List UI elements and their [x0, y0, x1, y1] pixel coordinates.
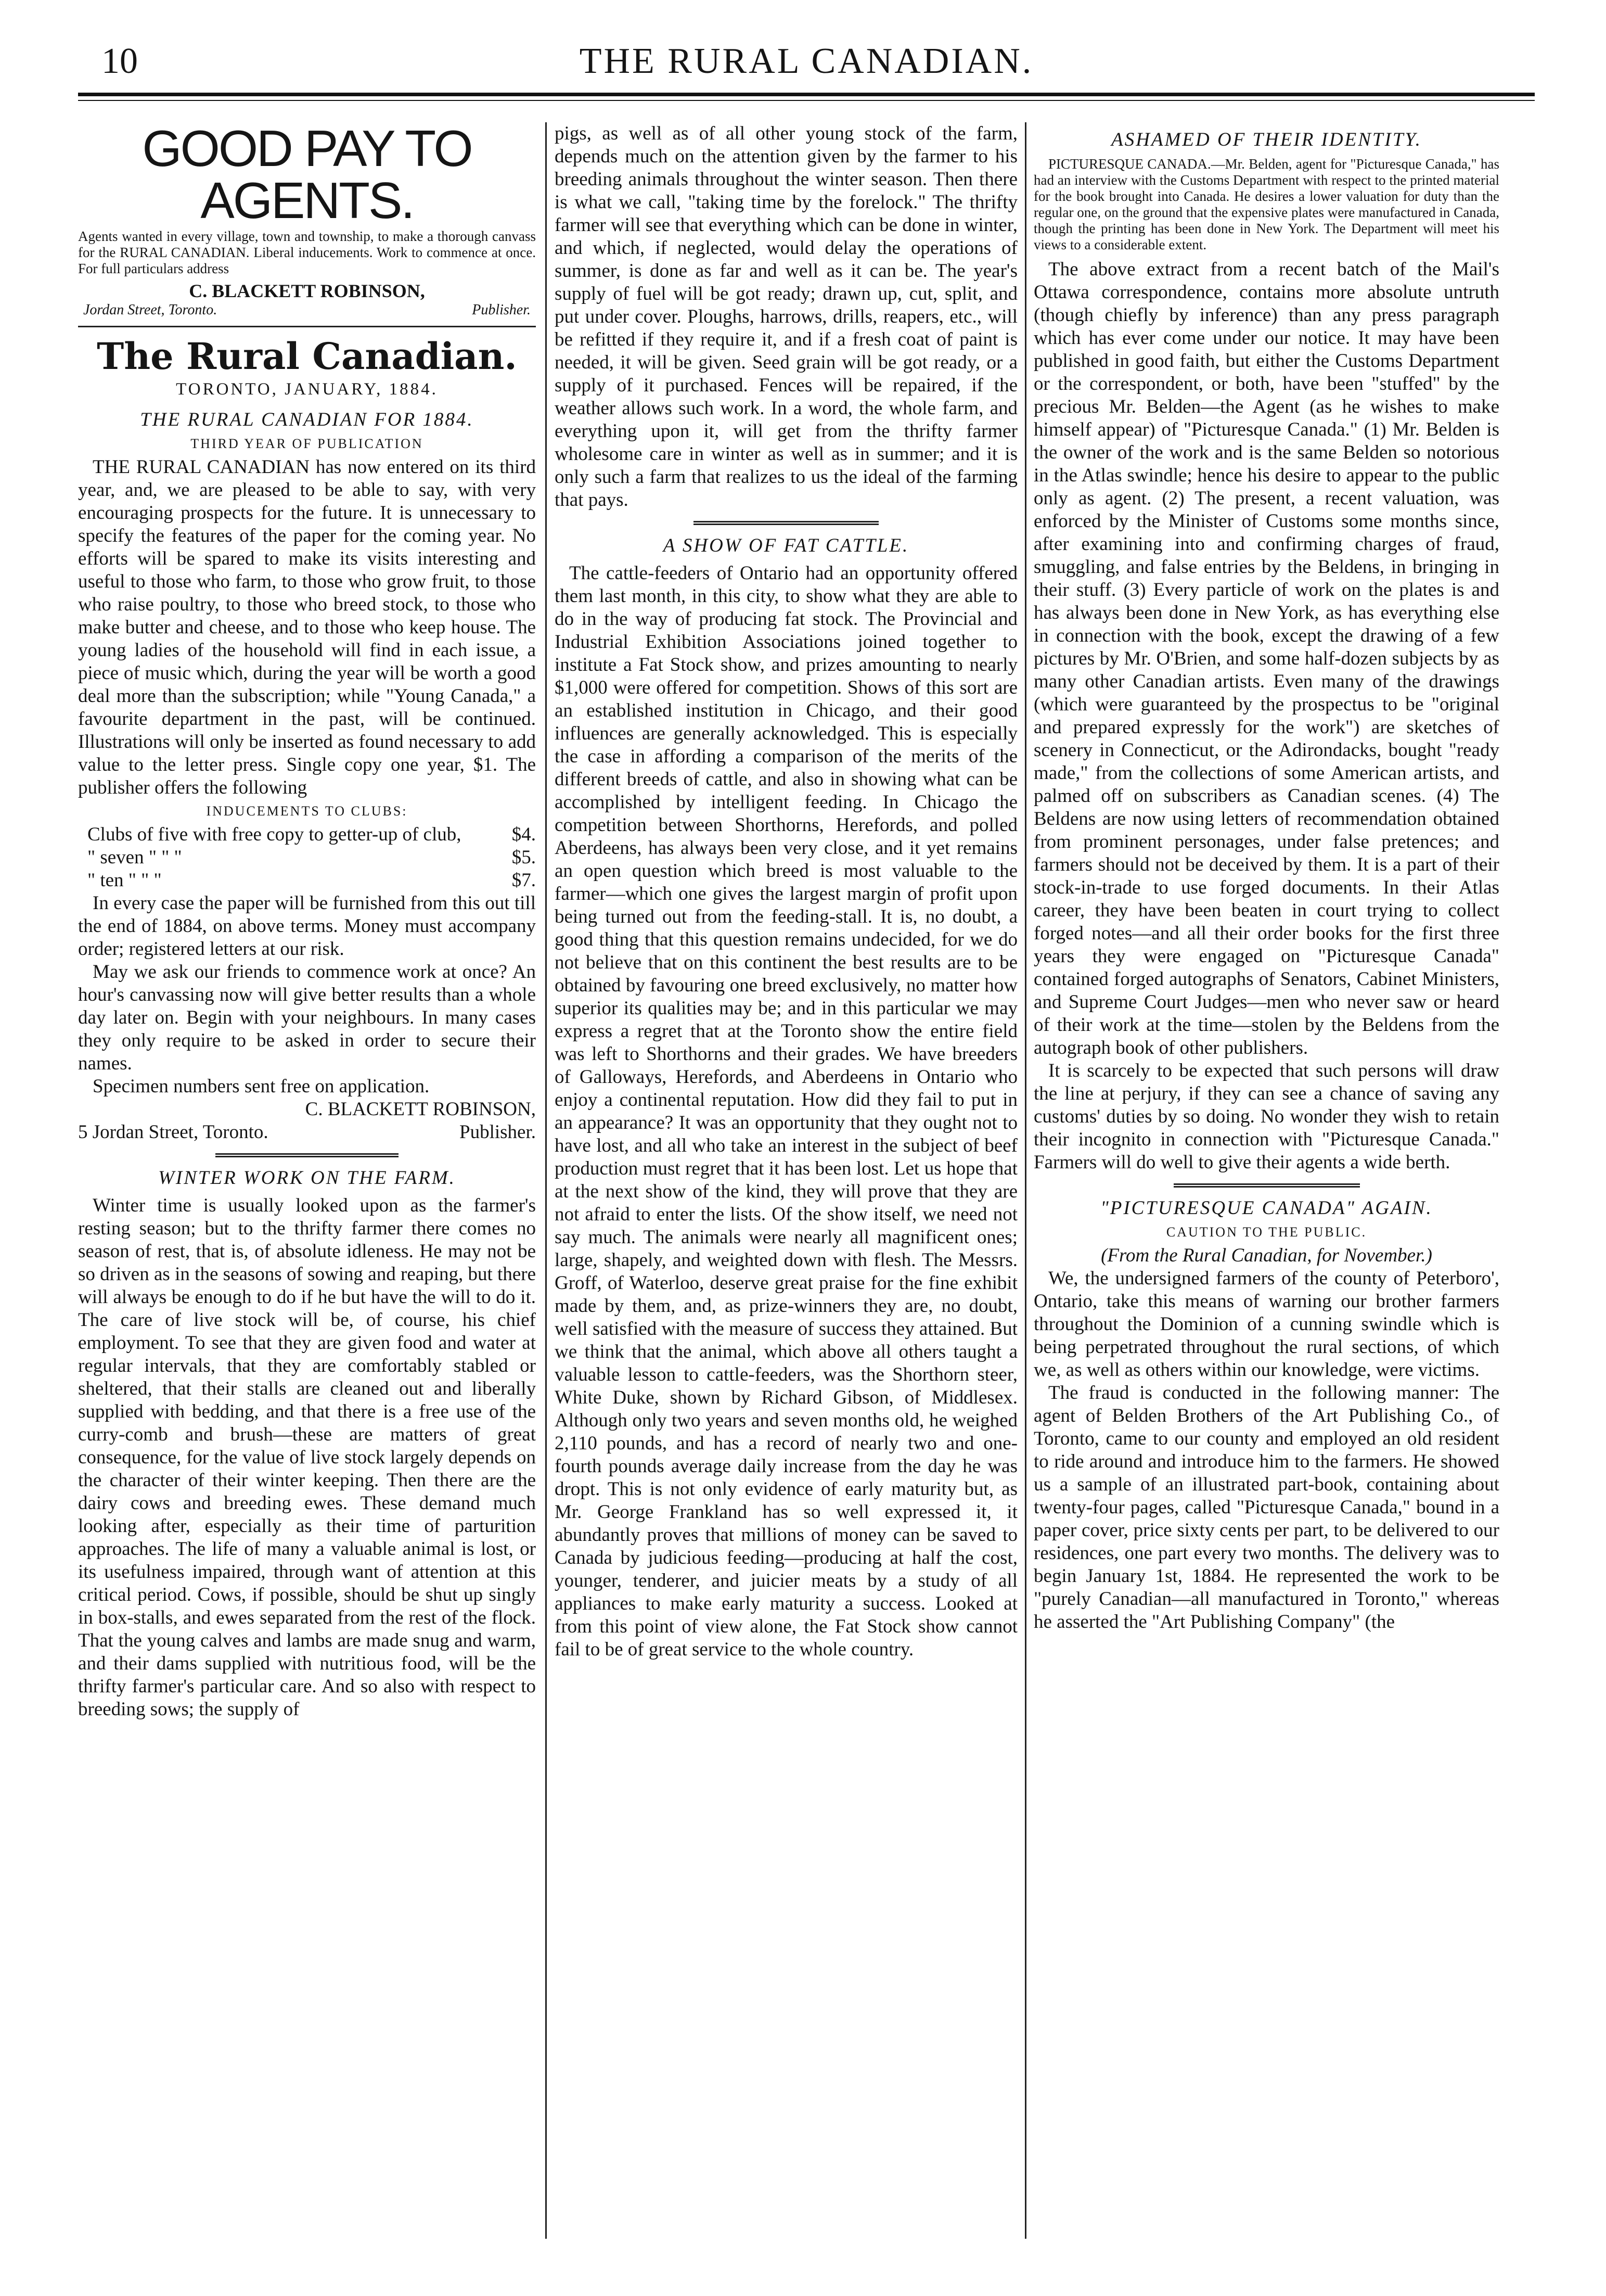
ad-address: Jordan Street, Toronto.: [83, 302, 217, 318]
ad-role: Publisher.: [472, 302, 531, 318]
ad-signature: C. BLACKETT ROBINSON,: [189, 280, 425, 301]
section-title: A SHOW OF FAT CATTLE.: [663, 535, 909, 556]
address: 5 Jordan Street, Toronto.: [78, 1121, 268, 1143]
club-rate-row: " ten " " " $7.: [87, 870, 536, 891]
column-divider: [545, 122, 547, 2239]
club-rate-row: Clubs of five with free copy to getter-up of club, $4.: [87, 824, 536, 845]
section-title: THE RURAL CANADIAN FOR 1884.: [140, 409, 474, 430]
divider: [78, 326, 536, 327]
paragraph: The cattle-feeders of Ontario had an opportunity offered them last month, in this city, to show what they are able to do in the way of producing fat stock. The Provincial and Industrial Exhibition Associations joined together to institute a Fat Stock show, and prizes amounting to nearly $1,000 were offered for competition. Shows of this sort are an established institution in Chicago, and their good influences are generally acknowledged. This is especially the case in affording a comparison of the merits of the different breeds of cattle, and also in showing what can be accomplished by intelligent feeding. In Chicago the competition between Shorthorns, Herefords, and polled Aberdeens, has always been very close, and it yet remains an open question which breed is most valuable to the farmer—which one gives the largest margin of profit upon being turned out from the feeding-stall. It is, no doubt, a good thing that this question remains undecided, for we do not believe that on this continent the best results are to be obtained by favouring one breed exclusively, no matter how superior its qualities may be; and in this particular we may express a regret that at the Toronto show the entire field was left to Shorthorns and their grades. We have breeders of Galloways, Herefords, and Aberdeens in Ontario who enjoy a continental reputation. How did they fail to put in an appearance? It was an opportunity that they ought not to have lost, and all who take an interest in the subject of beef production must regret that it has been lost. Let us hope that at the next show of the kind, they will prove that they are not afraid to enter the lists. Of the show itself, we need not say much. The animals were nearly all magnificent ones; large, shapely, and weighted down with flesh. The Messrs. Groff, of Waterloo, deserve great praise for the fine exhibit made by them, and, as prize-winners they are, no doubt, well satisfied with the measure of success they attained. But we think that the animal, which above all others taught a valuable lesson to cattle-feeders, was the Shorthorn steer, White Duke, shown by Richard Gibson, of Middlesex. Although only two years and seven months old, he weighed 2,110 pounds, and has a record of nearly two and one-fourth pounds average daily increase from the day he was dropt. This is not only evidence of early maturity but, as Mr. George Frankland has so well expressed it, it abundantly proves that millions of money can be saved to Canada by judicious feeding—producing at half the cost, younger, tenderer, and juicier meats by a study of all appliances to make early maturity a success. Looked at from this point of view alone, the Fat Stock show cannot fail to be of great service to the whole country.: [555, 563, 1018, 1660]
section-subtitle: THIRD YEAR OF PUBLICATION: [190, 436, 423, 451]
club-rates: [78, 823, 536, 892]
divider: [215, 1153, 399, 1157]
column-2: [555, 122, 1018, 2239]
paragraph: The fraud is conducted in the following manner: The agent of Belden Brothers of the Art Publishing Co., of Toronto, came to our county and employed an old resident to ride around and introduce him to the farmers. He showed us a sample of an illustrated part-book, containing about twenty-four pages, called "Picturesque Canada," bound in a paper cover, price sixty cents per part, to be delivered to our residences, one part every two months. The delivery was to begin January 1st, 1884. He represented the work to be "purely Canadian—all manufactured in Toronto," whereas he asserted the "Art Publishing Company" (the: [1034, 1382, 1499, 1632]
paragraph: May we ask our friends to commence work at once? An hour's canvassing now will give better results than a whole day later on. Begin with your neighbours. In many cases they only require to be asked in order to secure their names.: [78, 961, 536, 1074]
quoted-extract: PICTURESQUE CANADA.—Mr. Belden, agent for "Picturesque Canada," has had an interview with the Customs Department with respect to the printed material for the book brought into Canada. He desires a lower valuation for duty than the regular one, on the ground that the expensive plates were manufactured in Canada, though the printing has been done in New York. The Department will meet his views to a considerable extent.: [1034, 156, 1499, 252]
section-title: WINTER WORK ON THE FARM.: [158, 1167, 456, 1189]
dateline: TORONTO, JANUARY, 1884.: [176, 380, 438, 399]
column-3: [1034, 122, 1499, 2239]
source-line: (From the Rural Canadian, for November.): [1101, 1245, 1432, 1266]
masthead: The Rural Canadian.: [97, 335, 517, 378]
paragraph: pigs, as well as of all other young stock of the farm, depends much on the attention given by the farmer to his breeding animals throughout the winter season. Then there is what we call, "taking time by the forelock." The thrifty farmer will see that everything which can be done in winter, and which, if neglected, would delay the operations of summer, is done as far and well as it can be. The year's supply of fuel will be got ready; drawn up, cut, split, and put under cover. Ploughs, harrows, drills, reapers, etc., will be refitted if they require it, and if a fresh coat of paint is needed, it will be given. Seed grain will be got ready, or a supply of it purchased. Fences will be repaired, if the weather allows such work. In a word, the whole farm, and everything upon it, will get from the thrifty farmer wholesome care in winter as well as in summer; and it is only such a farm that realizes to us the ideal of the farming that pays.: [555, 123, 1018, 511]
paragraph: It is scarcely to be expected that such persons will draw the line at perjury, if they can see a chance of saving any customs' duties by so doing. No wonder they wish to retain their incognito in connection with "Picturesque Canada." Farmers will do well to give their agents a wide berth.: [1034, 1060, 1499, 1173]
divider: [693, 521, 879, 525]
column-divider: [1025, 122, 1026, 2239]
signature: C. BLACKETT ROBINSON,: [305, 1099, 536, 1120]
header-rule-thin: [78, 100, 1535, 101]
role: Publisher.: [459, 1121, 536, 1143]
page-number: 10: [101, 41, 138, 81]
paragraph: Specimen numbers sent free on application.: [93, 1076, 430, 1097]
paragraph: Winter time is usually looked upon as the farmer's resting season; but to the thrifty farmer there comes no season of rest, that is, of absolute idleness. He may not be so driven as in the seasons of sowing and reaping, but there will always be enough to do if he but have the will to do it. The care of live stock will be, of course, his chief employment. To see that they are given food and water at regular intervals, that they are comfortably stabled or sheltered, that their stalls are cleaned out and liberally supplied with bedding, and that there is a free use of the curry-comb and brush—these are matters of great consequence, for the value of live stock largely depends on the character of their winter keeping. Then there are the dairy cows and breeding ewes. These demand much looking after, especially as their time of parturition approaches. The life of many a valuable animal is lost, or its usefulness impaired, through want of attention at this critical period. Cows, if possible, should be shut up singly in box-stalls, and ewes separated from the rest of the flock. That the young calves and lambs are made snug and warm, and their dams supplied with nutritious food, will be the thrifty farmer's particular care. And so also with respect to breeding sows; the supply of: [78, 1195, 536, 1720]
inducements-title: INDUCEMENTS TO CLUBS:: [206, 803, 408, 819]
column-1: [78, 122, 536, 2239]
section-subtitle: CAUTION TO THE PUBLIC.: [1166, 1224, 1367, 1240]
club-rate-row: " seven " " " $5.: [87, 847, 536, 868]
paragraph: The above extract from a recent batch of the Mail's Ottawa correspondence, contains more absolute untruth (though chiefly by inference) than any press paragraph which has ever come under our notice. It may have been published in good faith, but either the Customs Department or the correspondent, or both, have been "stuffed" by the precious Mr. Belden—the Agent (as he wishes to make himself appear) of "Picturesque Canada." (1) Mr. Belden is the owner of the work and is the same Belden so notorious in the Atlas swindle; hence his desire to appear to the public only as agent. (2) The present, a recent valuation, was enforced by the Minister of Customs some months since, after examining into and confirming charges of fraud, smuggling, and false entries by the Beldens, in bringing in their stuff. (3) Every particle of work on the plates is and has always been done in New York, as has everything else in connection with the book, except the drawing of a few pictures by Mr. O'Brien, and some half-dozen subjects by as many other Canadian artists. Even many of the drawings (which were guaranteed by the prospectus to be "original and prepared expressly for the work") are sketches of scenery in Connecticut, or the Adirondacks, bought "ready made," from the collections of some American artists, and palmed off on subscribers as Canadian scenes. (4) The Beldens are now using letters of recommendation obtained from prominent personages, under false pretences; and farmers should not be deceived by them. It is a part of their stock-in-trade to use forged documents. In their Atlas career, they have been beaten in court trying to collect forged notes—and all their order books for the first three years they were engaged on "Picturesque Canada" contained forged autographs of Senators, Cabinet Ministers, and Supreme Court Judges—men who never saw or heard of their work at the time—stolen by the Beldens from the autograph book of other publishers.: [1034, 259, 1499, 1058]
paragraph: We, the undersigned farmers of the county of Peterboro', Ontario, take this means of warning our brother farmers throughout the Dominion of a cunning swindle which is being perpetrated throughout the rural sections, of which we, as well as others within our knowledge, were victims.: [1034, 1268, 1499, 1381]
ad-address-line: [83, 302, 531, 318]
header-rule: [78, 93, 1535, 96]
section-title: "PICTURESQUE CANADA" AGAIN.: [1100, 1197, 1433, 1219]
address-line: [78, 1121, 536, 1144]
ad-body: Agents wanted in every village, town and township, to make a thorough canvass for the RURAL CANADIAN. Liberal inducements. Work to commence at once. For full particulars address: [78, 228, 536, 276]
divider: [1174, 1183, 1360, 1188]
paragraph: THE RURAL CANADIAN has now entered on its third year, and, we are pleased to be able to say, with very encouraging prospects for the future. It is unnecessary to specify the features of the paper for the coming year. No efforts will be spared to make its visits interesting and useful to those who farm, to those who grow fruit, to those who raise poultry, to those who breed stock, to those who make butter and cheese, and to those who keep house. The young ladies of the household will find in each issue, a piece of music which, during the year will be worth a good deal more than the subscription; while "Young Canada," a favourite department in the past, will be continued. Illustrations will only be inserted as found necessary to add value to the letter press. Single copy one year, $1. The publisher offers the following: [78, 456, 536, 798]
page-header: [78, 41, 1535, 103]
running-title: THE RURAL CANADIAN.: [579, 41, 1034, 81]
paragraph: In every case the paper will be furnished from this out till the end of 1884, on above terms. Money must accompany order; registered letters at our risk.: [78, 892, 536, 960]
section-title: ASHAMED OF THEIR IDENTITY.: [1111, 129, 1422, 150]
ad-title: GOOD PAY TO AGENTS.: [142, 122, 472, 229]
